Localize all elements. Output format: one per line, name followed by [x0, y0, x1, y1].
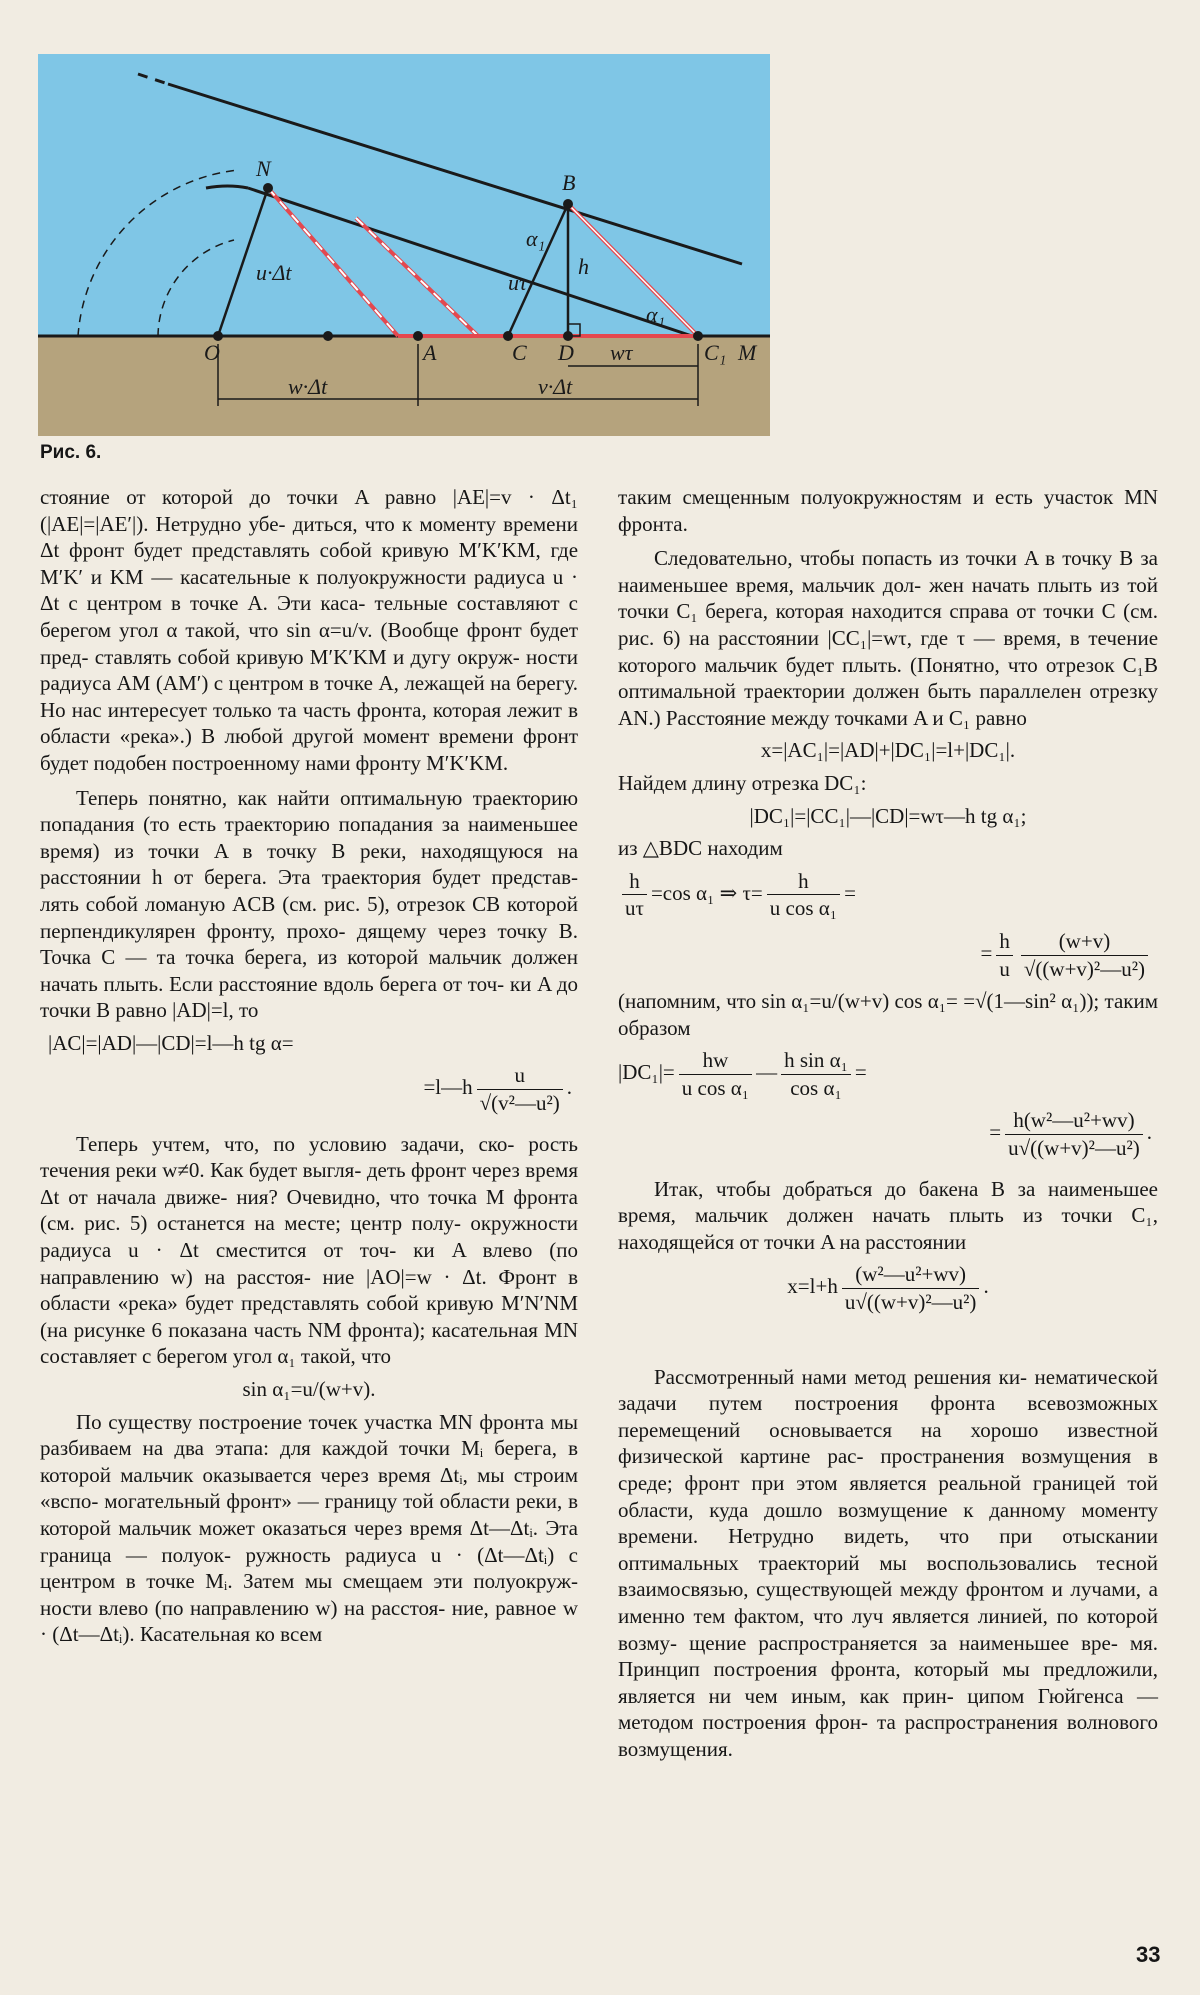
left-equation-2: =l—h $\frac{u}{\text{√(v²—u²)}}$ .: [423, 1063, 572, 1116]
right-column: [618, 484, 1158, 1763]
label-C1: C₁: [704, 340, 727, 365]
label-D: D: [558, 340, 574, 365]
shore-area: [38, 336, 770, 436]
right-equation-6: = $\frac{\text{h(w²—u²+wv)}}{\text{u√((w+v)²—u²)}}$ .: [989, 1108, 1152, 1161]
label-C: C: [512, 340, 527, 365]
right-paragraph-5: Рассмотренный нами метод решения ки- нематической задачи путем построения фронта всевозможных перемещений основывается на хорошо известной физической картине рас- пространения возмущения в среде; фронт при этом является реальной границей той области, куда дошло возмущение к данному моменту времени. Нетрудно видеть, что при отыскании оптимальных траекторий мы воспользовались тесной взаимосвязью, существующей между фронтом и лучами, а именно тем фактом, что луч является линией, по которой возму- щение распространяется за наименьшее вре- мя. Принцип построения фронта, который мы предложили, является ни чем иным, как прин- ципом Гюйгенса — методом построения фрон- та распространения волнового возмущения.: [618, 1364, 1159, 1761]
point-N: [263, 183, 273, 193]
river-area: [38, 54, 770, 336]
right-paragraph-1: таким смещенным полуокружностям и есть участок MN фронта.: [618, 485, 1158, 536]
right-equation-4: = $\frac{h}{u}$ $\frac{(w+v)}{\text{√((w+v)²—u²)}}$: [618, 928, 1158, 982]
right-line-1: Найдем длину отрезка DC₁:: [618, 770, 867, 795]
right-equation-2: |DC₁|=|CC₁|—|CD|=wτ—h tg α₁;: [749, 803, 1027, 828]
right-equation-3: $\frac{h}{u\tau}$ =cos α₁ ⇒ τ= $\frac{h}{\text{u cos α₁}}$ =: [618, 868, 1158, 922]
label-v-dt: v·Δt: [538, 374, 573, 399]
left-equation-1: |AC|=|AD|—|CD|=l—h tg α=: [48, 1030, 294, 1055]
point-B: [563, 199, 573, 209]
left-paragraph-2: Теперь понятно, как найти оптимальную траекторию попадания (то есть траекторию попадания за наименьшее время) из точки A в точку B реки, находящуюся на расстоянии h от берега. Эта траектория будет представ- лять собой ломаную ACB (см. рис. 5), отрезок CB которой перпендикулярен фронту, прохо- дящему через точку B. Точка C — та точка берега, из которой мальчик должен начать плыть. Если расстояние вдоль берега от точ- ки A до точки B равно |AD|=l, то: [40, 785, 579, 1023]
right-paragraph-3: (напомним, что sin α₁=u/(w+v) cos α₁= =√(1—sin² α₁)); таким образом: [618, 989, 1159, 1040]
label-N: N: [256, 156, 271, 181]
label-B: B: [562, 170, 576, 195]
page-number: 33: [1136, 1942, 1161, 1967]
right-line-2: из △BDC находим: [618, 836, 783, 861]
left-paragraph-4: По существу построение точек участка MN фронта мы разбиваем на два этапа: для каждой точки Mᵢ берега, в которой мальчик оказывается через время Δtᵢ, мы строим «вспо- могательный фронт» — границу той области реки, в которой мальчик может оказаться через время Δt—Δtᵢ. Эта граница — полуок- ружность радиуса u · (Δt—Δtᵢ) с центром в точке Mᵢ. Затем мы смещаем эти полуокруж- ности влево (по направлению w) на расстоя- ние, равное w · (Δt—Δtᵢ). Касательная ко всем: [40, 1409, 579, 1647]
left-column: [40, 484, 578, 1648]
right-paragraph-4: Итак, чтобы добраться до бакена B за наименьшее время, мальчик должен начать плыть из точки C₁, находящейся от точки A на расстоянии: [618, 1176, 1158, 1254]
figure-caption: Рис. 6.: [40, 442, 102, 463]
right-equation-5: |DC₁|= $\frac{hw}{\text{u cos α₁}}$ — $\frac{\text{h sin α₁}}{\text{cos α₁}}$ =: [618, 1048, 867, 1100]
label-O: O: [204, 340, 220, 365]
figure-6: [38, 54, 770, 436]
label-w-dt: w·Δt: [288, 374, 328, 399]
point-C1: [693, 331, 703, 341]
label-u-dt: u·Δt: [256, 260, 292, 285]
point-A: [413, 331, 423, 341]
left-paragraph-1: стояние от которой до точки A равно |AE|=v · Δt₁ (|AE|=|AE′|). Нетрудно убе- диться, что к моменту времени Δt фронт будет представлять собой кривую M′K′KM, где M′K′ и KM — касательные к полуокружности радиуса u · Δt с центром в точке A. Эти каса- тельные составляют с берегом угол α такой, что sin α=u/v. (Вообще фронт будет пред- ставлять собой кривую M′K′KM и дугу окруж- ности радиуса AM (AM′) с центром в точке A, лежащей на берегу. Но нас интересует только та часть фронта, которая лежит в области «река».) В любой другой момент времени фронт будет подобен построенному нами фронту M′K′KM.: [40, 485, 579, 775]
left-paragraph-3: Теперь учтем, что, по условию задачи, ско- рость течения реки w≠0. Как будет выгля- деть фронт через время Δt от начала движе- ния? Очевидно, что точка M фронта (см. рис. 5) останется на месте; центр полу- окружности радиуса u · Δt сместится от точ- ки A влево (по направлению w) на расстоя- ние |AO|=w · Δt. Фронт в области «река» будет представлять собой кривую M′N′NM (на рисунке 6 показана часть NM фронта); касательная MN составляет с берегом угол α₁ такой, что: [40, 1131, 579, 1369]
label-u-tau: uτ: [508, 270, 527, 295]
label-alpha1-top: α₁: [526, 226, 546, 251]
label-h: h: [578, 254, 589, 279]
label-M: M: [738, 340, 757, 365]
right-paragraph-2: Следовательно, чтобы попасть из точки A в точку B за наименьшее время, мальчик дол- жен начать плыть из той точки C₁ берега, которая находится справа от точки C (см. рис. 6) на расстоянии |CC₁|=wτ, где τ — время, в течение которого мальчик будет плыть. (Понятно, что отрезок C₁B оптимальной траектории должен быть параллелен отрезку AN.) Расстояние между точками A и C₁ равно: [618, 546, 1159, 730]
right-equation-7: x=l+h $\frac{\text{(w²—u²+wv)}}{\text{u√((w+v)²—u²)}}$ .: [787, 1262, 989, 1315]
point-mid: [323, 331, 333, 341]
right-equation-1: x=|AC₁|=|AD|+|DC₁|=l+|DC₁|.: [760, 738, 1016, 763]
left-equation-3: sin α₁=u/(w+v).: [242, 1377, 376, 1401]
label-A: A: [423, 340, 437, 365]
label-w-tau: wτ: [610, 340, 633, 365]
label-alpha1-bottom: α₁: [646, 302, 666, 327]
